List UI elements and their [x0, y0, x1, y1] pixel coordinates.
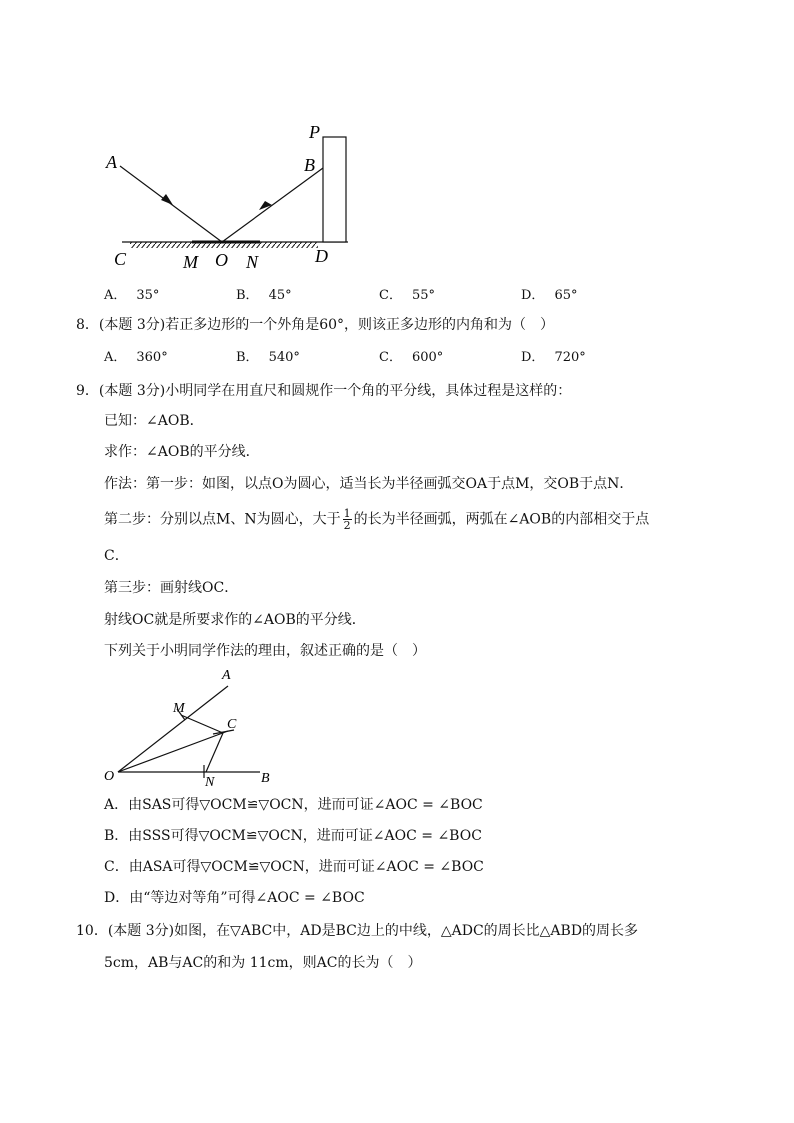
- label-C: C: [114, 249, 127, 269]
- q7-option-d[interactable]: D． 65°: [521, 288, 578, 303]
- q9-step3: 第三步：画射线OC．: [104, 580, 239, 596]
- label-O: O: [215, 250, 228, 270]
- q7-option-b[interactable]: B． 45°: [236, 288, 292, 303]
- fig2-label-A: A: [222, 668, 231, 683]
- ray-oc: [118, 731, 228, 772]
- fig2-label-M: M: [173, 701, 185, 716]
- q10-stem-line1: 10．(本题 3分)如图，在▽ABC中，AD是BC边上的中线，△ADC的周长比△ABD的周长多: [76, 923, 639, 939]
- label-A: A: [106, 152, 117, 172]
- q9-option-b[interactable]: B．由SSS可得▽OCM≌▽OCN，进而可证∠AOC = ∠BOC: [104, 828, 482, 844]
- q9-step2-end: C．: [104, 548, 129, 564]
- fig2-label-N: N: [205, 775, 215, 790]
- reflected-arrow: [259, 201, 272, 210]
- q7-option-c[interactable]: C． 55°: [379, 288, 435, 303]
- label-B: B: [304, 155, 315, 175]
- label-D: D: [315, 246, 328, 266]
- q9-step2: 第二步：分别以点M、N为圆心，大于 $\frac{1}{2}$ 的长为半径画弧，两弧在∠AOB的内部相交于点: [104, 507, 650, 532]
- q10-stem-line2: 5cm，AB与AC的和为 11cm，则AC的长为（ ）: [104, 955, 422, 971]
- reflected-ray-ob: [222, 168, 323, 242]
- q9-known: 已知：∠AOB．: [104, 413, 204, 429]
- wall-pd: [323, 137, 346, 242]
- q9-question: 下列关于小明同学作法的理由，叙述正确的是（ ）: [104, 643, 426, 659]
- fig2-label-O: O: [104, 769, 115, 784]
- fig2-label-B: B: [261, 771, 270, 786]
- q9-conclusion: 射线OC就是所要求作的∠AOB的平分线．: [104, 612, 366, 628]
- label-P: P: [309, 122, 320, 142]
- q8-stem: 8．(本题 3分)若正多边形的一个外角是60°，则该正多边形的内角和为（ ）: [76, 317, 555, 333]
- label-N: N: [246, 252, 259, 272]
- segment-mc: [181, 715, 223, 733]
- incident-arrow: [161, 194, 173, 205]
- fraction-one-half: $\frac{1}{2}$: [343, 507, 351, 532]
- q8-option-c[interactable]: C． 600°: [379, 350, 444, 365]
- q9-option-d[interactable]: D．由“等边对等角”可得∠AOC = ∠BOC: [104, 890, 365, 906]
- q7-option-a[interactable]: A． 35°: [104, 288, 160, 303]
- q8-option-d[interactable]: D． 720°: [521, 350, 586, 365]
- q9-option-a[interactable]: A．由SAS可得▽OCM≌▽OCN，进而可证∠AOC = ∠BOC: [104, 797, 483, 813]
- bisector-figure: [100, 664, 290, 792]
- q8-option-b[interactable]: B． 540°: [236, 350, 300, 365]
- q9-option-c[interactable]: C．由ASA可得▽OCM≌▽OCN，进而可证∠AOC = ∠BOC: [104, 859, 484, 875]
- reflection-figure: [100, 118, 360, 278]
- q9-task: 求作：∠AOB的平分线．: [104, 444, 260, 460]
- fig2-label-C: C: [227, 717, 237, 732]
- q9-step1: 作法：第一步：如图，以点O为圆心，适当长为半径画弧交OA于点M，交OB于点N．: [104, 476, 634, 492]
- q8-option-a[interactable]: A． 360°: [104, 350, 168, 365]
- q9-stem: 9．(本题 3分)小明同学在用直尺和圆规作一个角的平分线，具体过程是这样的：: [76, 383, 572, 399]
- label-M: M: [183, 252, 198, 272]
